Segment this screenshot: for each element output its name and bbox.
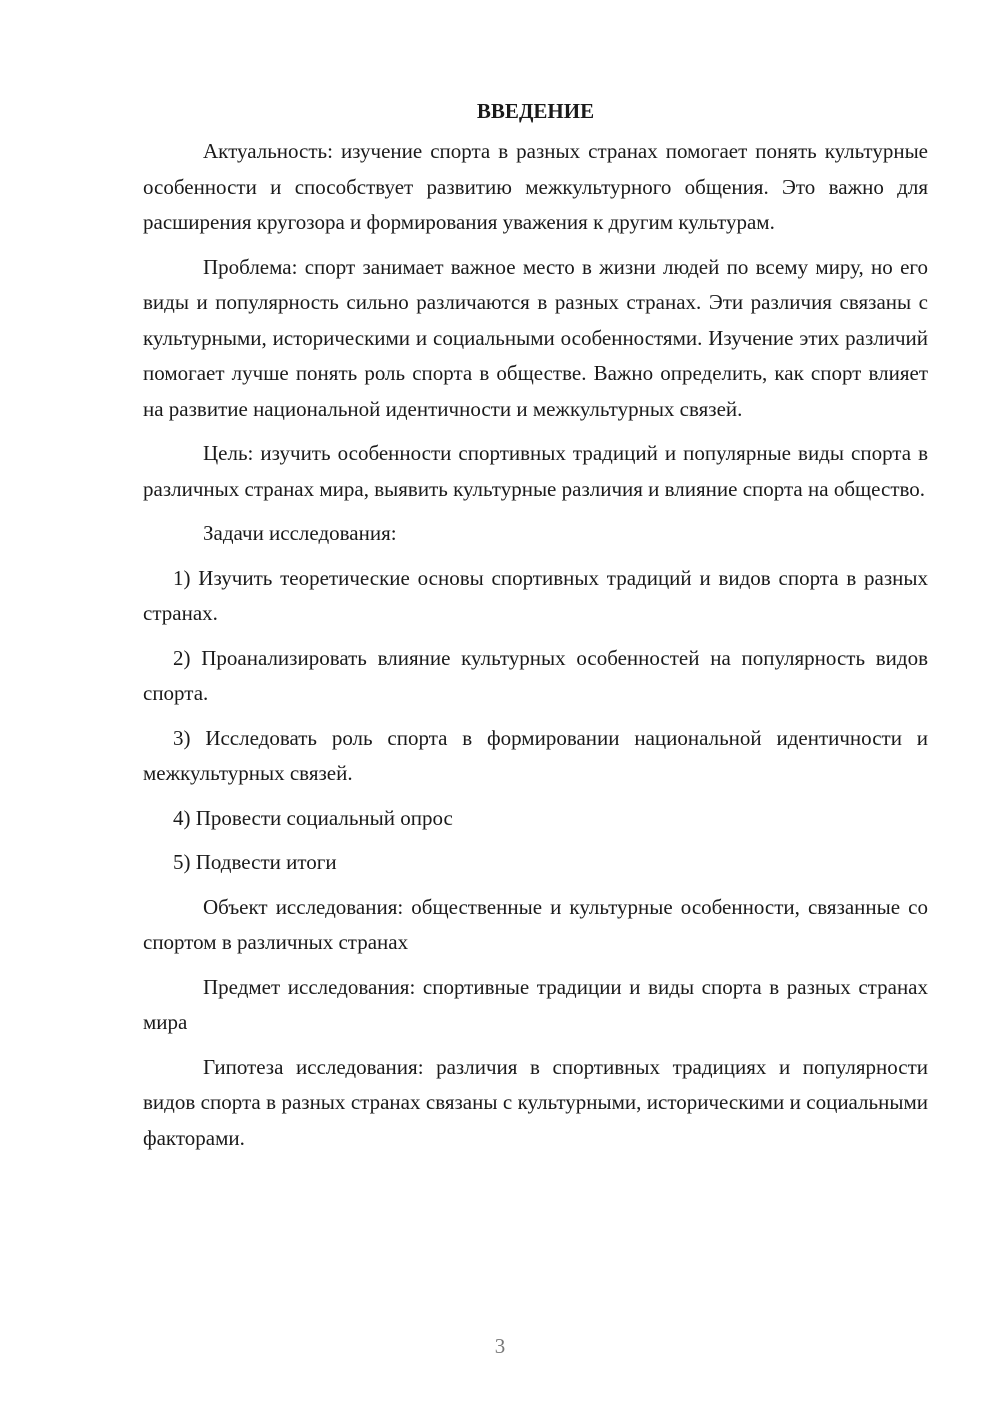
document-page: [143, 96, 928, 1165]
task-item-5: 5) Подвести итоги: [173, 850, 337, 874]
goal-paragraph: Цель: изучить особенности спортивных традиций и популярные виды спорта в различных странах мира, выявить культурные различия и влияние спорта на общество.: [143, 441, 928, 501]
task-item-1: 1) Изучить теоретические основы спортивных традиций и видов спорта в разных странах.: [143, 565, 928, 625]
task-item-3: 3) Исследовать роль спорта в формировании национальной идентичности и межкультурных связей.: [143, 725, 928, 785]
object-paragraph: Объект исследования: общественные и культурные особенности, связанные со спортом в различных странах: [143, 894, 928, 954]
hypothesis-paragraph: Гипотеза исследования: различия в спортивных традициях и популярности видов спорта в разных странах связаны с культурными, историческими и социальными факторами.: [143, 1054, 928, 1150]
subject-paragraph: Предмет исследования: спортивные традиции и виды спорта в разных странах мира: [143, 974, 928, 1034]
task-item-2: 2) Проанализировать влияние культурных особенностей на популярность видов спорта.: [143, 645, 928, 705]
problem-paragraph: Проблема: спорт занимает важное место в жизни людей по всему миру, но его виды и популярность сильно различаются в разных странах. Эти различия связаны с культурными, историческими и социальными особенностями. Изучение этих различий помогает лучше понять роль спорта в обществе. Важно определить, как спорт влияет на развитие национальной идентичности и межкультурных связей.: [143, 254, 928, 421]
relevance-paragraph: Актуальность: изучение спорта в разных странах помогает понять культурные особенности и способствует развитию межкультурного общения. Это важно для расширения кругозора и формирования уважения к другим культурам.: [143, 139, 928, 234]
task-item-4: 4) Провести социальный опрос: [173, 805, 453, 830]
tasks-label: Задачи исследования:: [203, 521, 397, 545]
page-title: ВВЕДЕНИЕ: [476, 99, 595, 123]
page-number: 3: [494, 1334, 506, 1358]
